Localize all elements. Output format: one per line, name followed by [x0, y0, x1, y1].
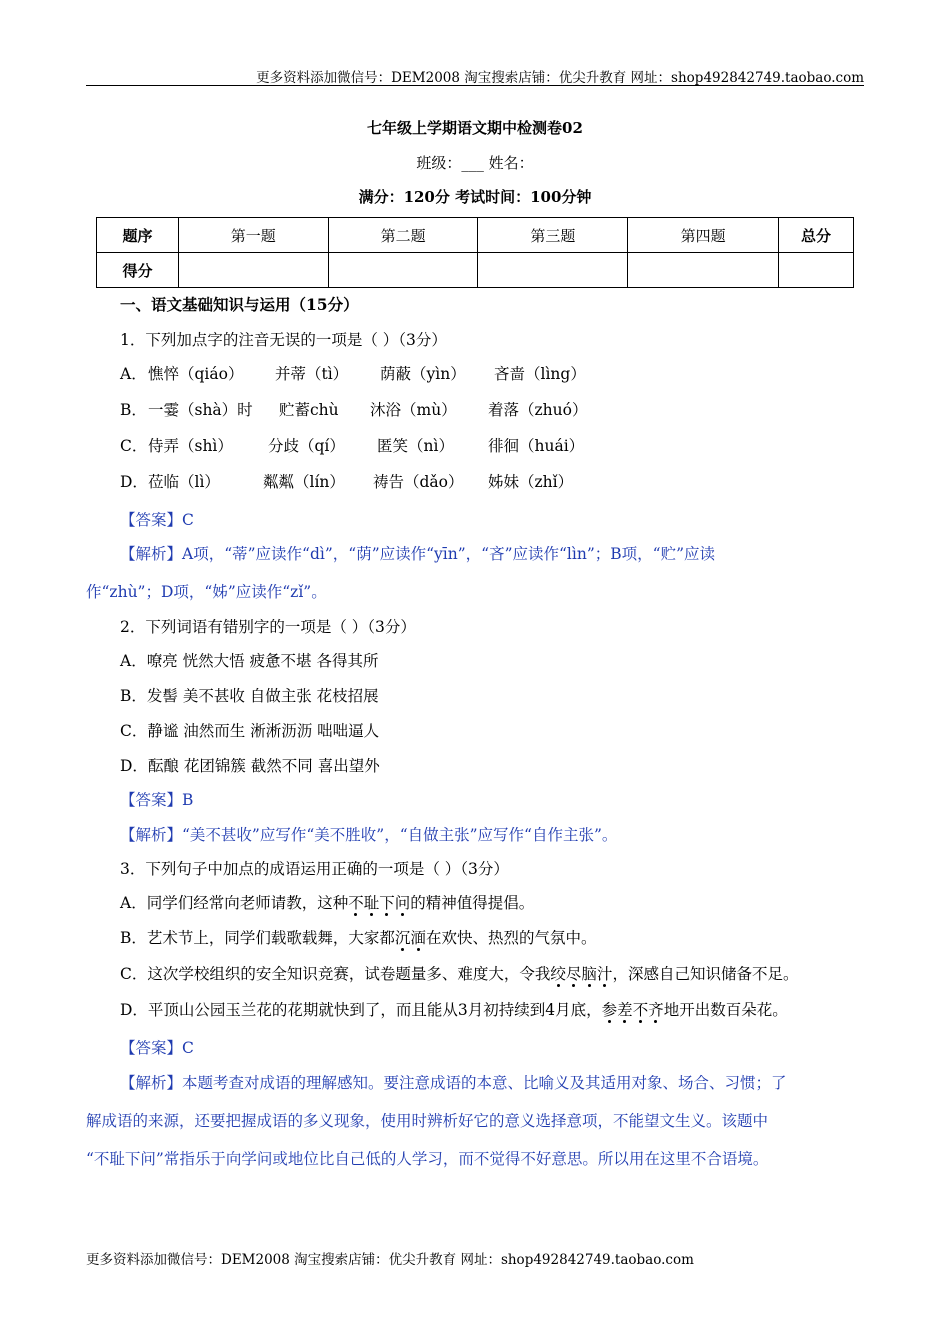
score-cell-q3[interactable]	[478, 253, 628, 288]
q1-stem: 1．下列加点字的注音无误的一项是（ ）（3分）	[120, 331, 447, 349]
score-time-line: 满分：120分 考试时间：100分钟	[358, 188, 592, 206]
score-cell-q2[interactable]	[328, 253, 478, 288]
header-cell-q1: 第一题	[178, 218, 328, 253]
q1-b-item-1: 一霎（shà）时	[148, 401, 253, 419]
q2-option-c: C．静谧 油然而生 淅淅沥沥 咄咄逼人	[120, 722, 380, 740]
exam-title: 七年级上学期语文期中检测卷02	[367, 119, 583, 137]
q1-a-item-2: 并蒂（tì）	[275, 365, 349, 383]
q1-b-item-3: 沐浴（mù）	[370, 401, 457, 419]
q1-d-item-2: 粼粼（lín）	[263, 473, 345, 491]
footer-note: 更多资料添加微信号：DEM2008 淘宝搜索店铺：优尖升教育 网址：shop492842749.taobao.com	[86, 1252, 694, 1268]
q1-c-item-1: 侍弄（shì）	[148, 437, 233, 455]
q1-a-item-4: 吝啬（lìng）	[494, 365, 586, 383]
header-cell-q3: 第三题	[478, 218, 628, 253]
section-1-title: 一、语文基础知识与运用（15分）	[120, 295, 359, 314]
q1-d-item-3: 祷告（dǎo）	[373, 473, 464, 491]
q1-b-item-2: 贮蓄chù	[279, 401, 339, 419]
q1-c-item-2: 分歧（qí）	[268, 437, 345, 455]
q2-option-b: B．发髻 美不甚收 自做主张 花枝招展	[120, 687, 379, 705]
q3-option-a: A．同学们经常向老师请教，这种不耻下问的精神值得提倡。	[120, 894, 535, 912]
header-note: 更多资料添加微信号：DEM2008 淘宝搜索店铺：优尖升教育 网址：shop492842749.taobao.com	[256, 70, 864, 86]
q2-option-d: D．酝酿 花团锦簇 截然不同 喜出望外	[120, 757, 380, 775]
q3-explanation-line-2: 解成语的来源，还要把握成语的多义现象，使用时辨析好它的意义选择意项，不能望文生义。该题中	[86, 1112, 769, 1130]
score-cell-total[interactable]	[779, 253, 854, 288]
score-table-score-row	[97, 253, 854, 288]
score-table	[96, 217, 854, 288]
q2-stem: 2．下列词语有错别字的一项是（ ）（3分）	[120, 618, 416, 636]
q3-option-b: B．艺术节上，同学们载歌载舞，大家都沉湎在欢快、热烈的气氛中。	[120, 929, 597, 947]
q3-option-d: D．平顶山公园玉兰花的花期就快到了，而且能从3月初持续到4月底，参差不齐地开出数百朵花。	[120, 1001, 788, 1019]
score-table-header-row	[97, 218, 854, 253]
q1-a-item-1: 憔悴（qiáo）	[148, 365, 244, 383]
score-cell-q1[interactable]	[178, 253, 328, 288]
q1-a-item-3: 荫蔽（yìn）	[380, 365, 466, 383]
header-cell-total: 总分	[779, 218, 854, 253]
score-cell-q4[interactable]	[628, 253, 779, 288]
score-row-label: 得分	[97, 253, 179, 288]
q1-explanation-line-1: 【解析】A项，“蒂”应读作“dì”，“荫”应读作“yīn”，“吝”应读作“lìn”；B项，“贮”应读	[120, 545, 715, 563]
q3-c-dotted-idiom: 绞尽脑汁	[550, 965, 613, 983]
q3-option-c: C．这次学校组织的安全知识竞赛，试卷题量多、难度大，令我绞尽脑汁，深感自己知识储备不足。	[120, 965, 799, 983]
q1-explanation-line-2: 作“zhù”；D项，“姊”应读作“zǐ”。	[86, 583, 327, 601]
header-cell-q2: 第二题	[328, 218, 478, 253]
q2-answer: 【答案】B	[120, 791, 194, 809]
header-divider	[86, 85, 864, 86]
header-cell-q4: 第四题	[628, 218, 779, 253]
q3-b-dotted-idiom: 沉湎	[394, 929, 426, 947]
q1-d-item-4: 姊妹（zhǐ）	[488, 473, 574, 491]
q3-stem: 3．下列句子中加点的成语运用正确的一项是（ ）（3分）	[120, 860, 509, 878]
q3-explanation-line-1: 【解析】本题考查对成语的理解感知。要注意成语的本意、比喻义及其适用对象、场合、习惯；了	[120, 1074, 787, 1092]
q3-a-dotted-idiom: 不耻下问	[348, 894, 411, 912]
q3-d-dotted-idiom: 参差不齐	[601, 1001, 664, 1019]
q1-c-item-3: 匿笑（nì）	[377, 437, 454, 455]
q3-explanation-line-3: “不耻下问”常指乐于向学问或地位比自己低的人学习，而不觉得不好意思。所以用在这里不合语境。	[86, 1150, 769, 1168]
class-name-line: 班级：___ 姓名：	[416, 154, 534, 172]
q1-answer: 【答案】C	[120, 511, 194, 529]
q2-explanation: 【解析】“美不甚收”应写作“美不胜收”，“自做主张”应写作“自作主张”。	[120, 826, 618, 844]
header-cell-order: 题序	[97, 218, 179, 253]
q3-answer: 【答案】C	[120, 1039, 194, 1057]
q1-d-item-1: 莅临（lì）	[148, 473, 220, 491]
q2-option-a: A．嘹亮 恍然大悟 疲惫不堪 各得其所	[120, 652, 379, 670]
q1-c-item-4: 徘徊（huái）	[488, 437, 585, 455]
q1-b-item-4: 着落（zhuó）	[488, 401, 588, 419]
